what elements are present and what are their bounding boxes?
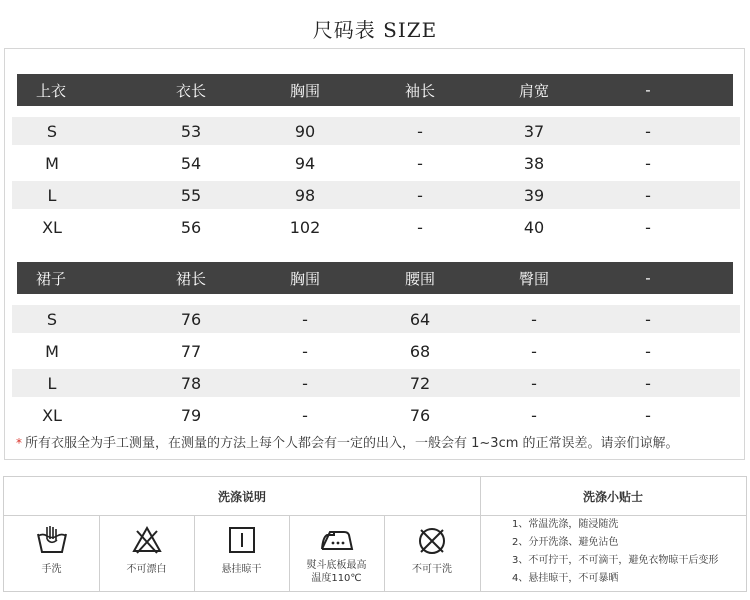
- value-cell: 76: [180, 309, 202, 329]
- value-cell: -: [645, 153, 651, 173]
- value-cell: 78: [180, 373, 202, 393]
- value-cell: 64: [409, 309, 431, 329]
- value-cell: 56: [180, 217, 202, 237]
- hand-wash-icon: [35, 525, 69, 555]
- care-tip: 4、悬挂晾干，不可暴晒: [512, 573, 619, 584]
- care-label-line: 熨斗底板最高: [306, 560, 367, 571]
- size-cell: M: [45, 153, 59, 173]
- care-tip: 2、分开洗涤、避免沾色: [512, 537, 619, 548]
- care-label: 不可干洗: [412, 564, 452, 575]
- value-cell: -: [302, 341, 308, 361]
- table-row: [12, 213, 740, 241]
- value-cell: -: [302, 309, 308, 329]
- skirt-header-hip: 臀围: [518, 269, 549, 288]
- table-row: [12, 181, 740, 209]
- value-cell: -: [645, 121, 651, 141]
- size-cell: XL: [42, 217, 62, 237]
- care-label: 悬挂晾干: [221, 564, 262, 575]
- size-cell: S: [46, 121, 58, 141]
- value-cell: -: [417, 185, 423, 205]
- value-cell: 55: [180, 185, 202, 205]
- value-cell: 90: [294, 121, 316, 141]
- top-header-chest: 胸围: [289, 81, 320, 100]
- value-cell: -: [645, 341, 651, 361]
- care-instructions-title: 洗涤说明: [217, 489, 266, 504]
- value-cell: 102: [289, 217, 321, 237]
- value-cell: -: [302, 405, 308, 425]
- measurement-note: [16, 432, 679, 451]
- value-cell: -: [645, 405, 651, 425]
- value-cell: -: [645, 309, 651, 329]
- value-cell: -: [531, 341, 537, 361]
- value-cell: 79: [180, 405, 202, 425]
- top-header-length: 衣长: [175, 81, 206, 100]
- table-row: [12, 369, 740, 397]
- skirt-header-extra: -: [645, 269, 651, 287]
- no-dry-clean-icon: [416, 525, 448, 557]
- value-cell: -: [645, 373, 651, 393]
- divider: [480, 477, 481, 591]
- care-tips-list: [512, 516, 718, 588]
- skirt-header-chest: 胸围: [289, 269, 320, 288]
- care-tips-title: 洗涤小贴士: [582, 489, 643, 504]
- value-cell: 40: [523, 217, 545, 237]
- skirt-header-waist: 腰围: [404, 269, 435, 288]
- top-table-header: [17, 74, 733, 106]
- care-item-no-bleach: [99, 515, 194, 591]
- value-cell: 68: [409, 341, 431, 361]
- note-text: 所有衣服全为手工测量，在测量的方法上每个人都会有一定的出入，一般会有 1~3cm 的正常误差。请亲们谅解。: [25, 436, 679, 451]
- page-title: 尺码表 SIZE: [312, 18, 438, 42]
- care-item-no-dry-clean: [384, 515, 480, 591]
- value-cell: 54: [180, 153, 202, 173]
- value-cell: 98: [294, 185, 316, 205]
- top-header-extra: -: [645, 81, 651, 99]
- value-cell: -: [531, 405, 537, 425]
- value-cell: -: [531, 309, 537, 329]
- size-cell: XL: [42, 405, 62, 425]
- hang-dry-icon: [227, 525, 257, 555]
- value-cell: 37: [523, 121, 545, 141]
- value-cell: -: [417, 217, 423, 237]
- care-label: 不可漂白: [126, 564, 167, 575]
- value-cell: 53: [180, 121, 202, 141]
- value-cell: -: [417, 153, 423, 173]
- size-cell: S: [46, 309, 58, 329]
- table-row: [12, 117, 740, 145]
- size-cell: M: [45, 341, 59, 361]
- care-label: [289, 559, 384, 585]
- care-item-hang-dry: [194, 515, 289, 591]
- table-row: [12, 149, 740, 177]
- care-item-iron: [289, 515, 384, 591]
- no-bleach-icon: [131, 525, 163, 555]
- value-cell: 77: [180, 341, 202, 361]
- value-cell: -: [302, 373, 308, 393]
- skirt-header-length: 裙长: [175, 269, 206, 288]
- size-chart-frame: [4, 48, 745, 460]
- value-cell: 76: [409, 405, 431, 425]
- value-cell: -: [531, 373, 537, 393]
- care-label: 手洗: [41, 564, 62, 575]
- value-cell: 72: [409, 373, 431, 393]
- note-asterisk: *: [16, 436, 22, 450]
- care-item-hand-wash: [4, 515, 99, 591]
- top-header-shoulder: 肩宽: [518, 81, 549, 100]
- skirt-header-category: 裙子: [35, 269, 66, 288]
- care-tip: 1、常温洗涤，随浸随洗: [512, 519, 619, 530]
- value-cell: -: [645, 185, 651, 205]
- table-row: [12, 305, 740, 333]
- value-cell: 94: [294, 153, 316, 173]
- top-header-sleeve: 袖长: [404, 81, 435, 100]
- size-cell: L: [47, 185, 57, 205]
- iron-icon: [318, 525, 356, 555]
- care-label-line: 温度110℃: [311, 573, 362, 584]
- table-row: [12, 401, 740, 429]
- value-cell: 38: [523, 153, 545, 173]
- skirt-table-header: [17, 262, 733, 294]
- value-cell: 39: [523, 185, 545, 205]
- table-row: [12, 337, 740, 365]
- size-cell: L: [47, 373, 57, 393]
- value-cell: -: [645, 217, 651, 237]
- care-tip: 3、不可拧干，不可滴干，避免衣物晾干后变形: [512, 555, 719, 566]
- top-header-category: 上衣: [35, 81, 66, 100]
- value-cell: -: [417, 121, 423, 141]
